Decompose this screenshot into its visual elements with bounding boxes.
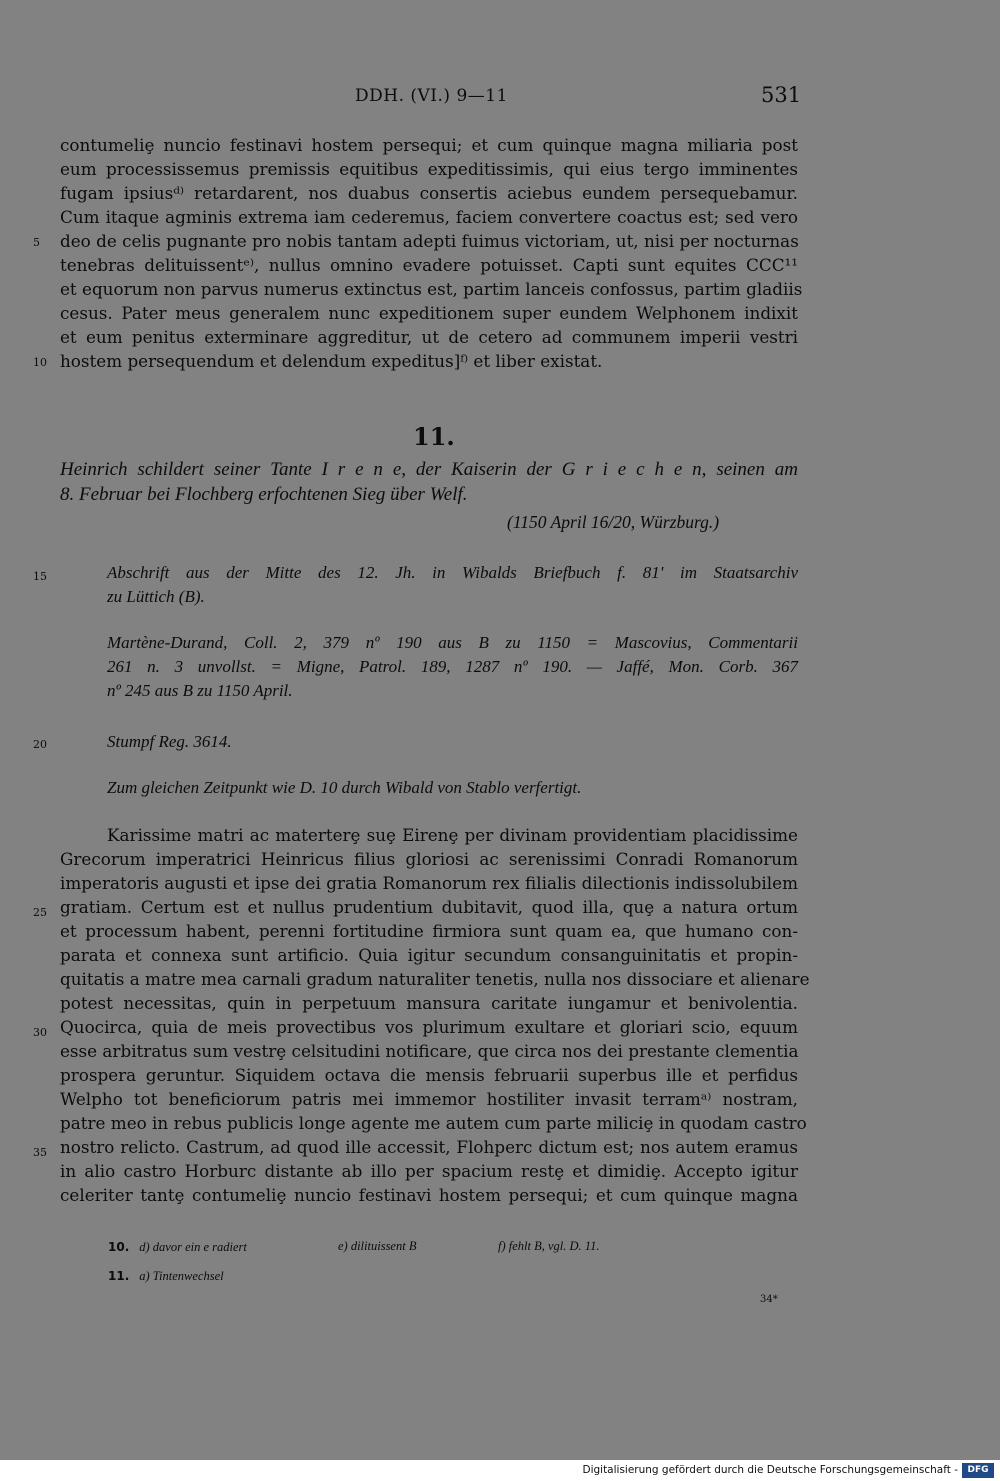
text-line: quitatis a matre mea carnali gradum naturaliter tenetis, nulla nos dissociare et alienare: [60, 969, 810, 989]
line-number: 35: [33, 1146, 47, 1159]
text-line: deo de celis pugnante pro nobis tantam adepti fuimus victoriam, ut, nisi per nocturnas: [60, 231, 799, 251]
regest-line: Heinrich schildert seiner Tante I r e n e, der Kaiserin der G r i e c h e n, seinen am: [60, 459, 798, 480]
dfg-logo-icon: DFG: [962, 1463, 994, 1478]
signature-mark: 34*: [760, 1294, 778, 1305]
footnote-label: 11.: [108, 1269, 130, 1283]
text-line: parata et connexa sunt artificio. Quia igitur secundum consanguinitatis et propin-: [60, 945, 798, 965]
editions-line: 261 n. 3 unvollst. = Migne, Patrol. 189, 1287 nº 190. — Jaffé, Mon. Corb. 367: [107, 657, 798, 676]
remark-note: Zum gleichen Zeitpunkt wie D. 10 durch Wibald von Stablo verfertigt.: [107, 778, 582, 797]
text-line: gratiam. Certum est et nullus prudentium dubitavit, quod illa, quȩ a natura ortum: [60, 897, 798, 917]
text-line: patre meo in rebus publicis longe agente me autem cum parte miliciȩ in quodam castro: [60, 1113, 807, 1133]
editions-line: Martène-Durand, Coll. 2, 379 nº 190 aus B zu 1150 = Mascovius, Commentarii: [107, 633, 798, 652]
text-line: potest necessitas, quin in perpetuum mansura caritate iungamur et benivolentia.: [60, 993, 798, 1013]
register-note: Stumpf Reg. 3614.: [107, 732, 232, 751]
text-line: fugam ipsiusᵈ⁾ retardarent, nos duabus consertis aciebus eundem persequebamur.: [60, 183, 798, 203]
line-number: 25: [33, 906, 47, 919]
text-line: hostem persequendum et delendum expeditus]ᶠ⁾ et liber existat.: [60, 351, 603, 371]
footnote-e: e) dilituissent B: [338, 1239, 417, 1253]
footnote-row: [108, 1239, 247, 1255]
text-line: Grecorum imperatrici Heinricus filius gloriosi ac serenissimi Conradi Romanorum: [60, 849, 798, 869]
text-line: et processum habent, perenni fortitudine firmiora sunt quam ea, que humano con-: [60, 921, 798, 941]
funding-banner: [0, 1460, 1000, 1481]
editions-line: nº 245 aus B zu 1150 April.: [107, 681, 293, 700]
footnote-d: d) davor ein e radiert: [139, 1240, 247, 1254]
line-number: 20: [33, 738, 47, 751]
footnote-row: [108, 1268, 224, 1284]
line-number: 10: [33, 356, 47, 369]
text-line: nostro relicto. Castrum, ad quod ille accessit, Flohperc dictum est; nos autem eramus: [60, 1137, 798, 1157]
text-line: cesus. Pater meus generalem nunc expeditionem super eundem Welphonem indixit: [60, 303, 798, 323]
line-number: 30: [33, 1026, 47, 1039]
source-line: Abschrift aus der Mitte des 12. Jh. in Wibalds Briefbuch f. 81' im Staatsarchiv: [107, 563, 798, 582]
line-number: 15: [33, 570, 47, 583]
text-line: Cum itaque agminis extrema iam cederemus, faciem convertere coactus est; sed vero: [60, 207, 798, 227]
text-line: tenebras delituissentᵉ⁾, nullus omnino evadere potuisset. Capti sunt equites CCC¹¹: [60, 255, 798, 275]
text-line: eum processissemus premissis equitibus expeditissimis, qui eius tergo imminentes: [60, 159, 798, 179]
text-line: Quocirca, quia de meis provectibus vos plurimum exultare et gloriari scio, equum: [60, 1017, 798, 1037]
banner-text: Digitalisierung gefördert durch die Deutsche Forschungsgemeinschaft -: [582, 1464, 958, 1476]
text-line: prospera geruntur. Siquidem octava die mensis februarii superbus ille et perfidus: [60, 1065, 798, 1085]
document-number: 11.: [413, 422, 455, 451]
text-line: contumeliȩ nuncio festinavi hostem persequi; et cum quinque magna miliaria post: [60, 135, 798, 155]
text-line: imperatoris augusti et ipse dei gratia Romanorum rex filialis dilectionis indissolubilem: [60, 873, 798, 893]
footnote-label: 10.: [108, 1240, 130, 1254]
regest-line: 8. Februar bei Flochberg erfochtenen Sieg über Welf.: [60, 484, 468, 505]
footnote-f: f) fehlt B, vgl. D. 11.: [498, 1239, 600, 1253]
text-line: Karissime matri ac materterȩ suȩ Eirenȩ per divinam providentiam placidissime: [107, 825, 798, 845]
line-number: 5: [33, 236, 40, 249]
text-line: in alio castro Horburc distante ab illo per spacium restȩ et dimidiȩ. Accepto igitur: [60, 1161, 798, 1181]
text-line: Welpho tot beneficiorum patris mei immemor hostiliter invasit terramᵃ⁾ nostram,: [60, 1089, 798, 1109]
text-line: esse arbitratus sum vestrȩ celsitudini notificare, que circa nos dei prestante clementia: [60, 1041, 799, 1061]
source-line: zu Lüttich (B).: [107, 587, 205, 606]
page-number: 531: [761, 83, 802, 107]
text-line: celeriter tantȩ contumeliȩ nuncio festinavi hostem persequi; et cum quinque magna: [60, 1185, 798, 1205]
text-line: et eum penitus exterminare aggreditur, ut de cetero ad communem imperii vestri: [60, 327, 798, 347]
date-place: (1150 April 16/20, Würzburg.): [507, 512, 720, 532]
text-line: et equorum non parvus numerus extinctus est, partim lanceis confossus, partim gladiis: [60, 279, 803, 299]
running-header: DDH. (VI.) 9—11: [355, 86, 508, 106]
footnote-a: a) Tintenwechsel: [139, 1269, 224, 1283]
